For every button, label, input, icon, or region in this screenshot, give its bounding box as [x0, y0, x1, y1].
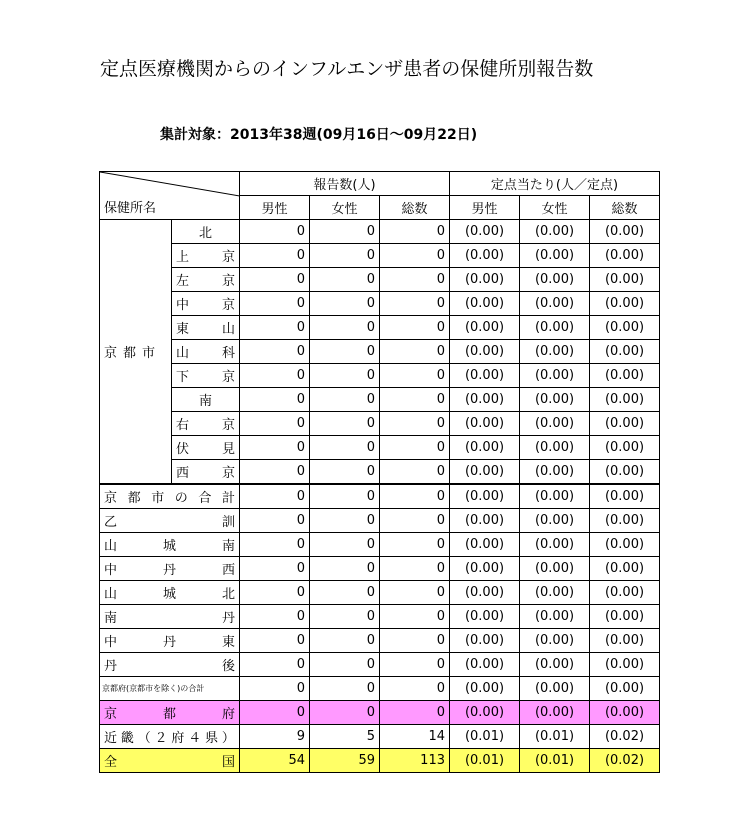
cell-r_total: (0.00)	[590, 509, 660, 533]
cell-r_female: (0.00)	[520, 268, 590, 292]
cell-male: 0	[240, 388, 310, 412]
label-char: 都	[127, 491, 141, 506]
table-row	[100, 292, 660, 316]
cell-r_female: (0.00)	[520, 484, 590, 509]
cell-r_male: (0.01)	[450, 749, 520, 773]
label-char: 山	[176, 346, 190, 361]
justified-text	[176, 438, 235, 457]
cell-r_male: (0.00)	[450, 701, 520, 725]
cell-r_total: (0.00)	[590, 653, 660, 677]
cell-female: 0	[310, 460, 380, 485]
cell-female: 0	[310, 605, 380, 629]
cell-male: 0	[240, 220, 310, 244]
cell-female: 0	[310, 701, 380, 725]
cell-r_male: (0.00)	[450, 268, 520, 292]
cell-r_total: (0.02)	[590, 749, 660, 773]
cell-r_total: (0.00)	[590, 292, 660, 316]
cell-total: 0	[380, 436, 450, 460]
label-char: の	[174, 491, 188, 506]
cell-r_total: (0.00)	[590, 581, 660, 605]
table-row	[100, 509, 660, 533]
cell-female: 0	[310, 509, 380, 533]
cell-r_female: (0.00)	[520, 244, 590, 268]
table-row	[100, 725, 660, 749]
justified-text	[176, 318, 235, 337]
justified-text	[104, 655, 235, 674]
label-char: 丹	[104, 659, 118, 674]
cell-r_female: (0.00)	[520, 677, 590, 701]
justified-text	[104, 511, 235, 530]
kyoto-city-label: 京都市	[100, 220, 172, 485]
label-char: 南	[104, 611, 118, 626]
ward-name	[172, 292, 240, 316]
label-char: 下	[176, 370, 190, 385]
cell-female: 0	[310, 388, 380, 412]
cell-male: 0	[240, 557, 310, 581]
justified-text	[176, 342, 235, 361]
cell-total: 113	[380, 749, 450, 773]
label-char: 科	[221, 346, 235, 361]
cell-total: 0	[380, 701, 450, 725]
ward-name	[172, 412, 240, 436]
cell-female: 0	[310, 244, 380, 268]
row-name	[100, 581, 240, 605]
cell-male: 54	[240, 749, 310, 773]
label-char: 中	[176, 298, 190, 313]
cell-r_male: (0.00)	[450, 364, 520, 388]
cell-r_male: (0.00)	[450, 388, 520, 412]
justified-text	[104, 727, 235, 746]
page-title: 定点医療機関からのインフルエンザ患者の保健所別報告数	[100, 58, 594, 80]
label-char: 北	[221, 587, 235, 602]
label-char: 城	[162, 587, 176, 602]
cell-r_total: (0.00)	[590, 340, 660, 364]
label-char: 乙	[104, 515, 118, 530]
cell-total: 0	[380, 292, 450, 316]
cell-r_male: (0.00)	[450, 629, 520, 653]
cell-female: 0	[310, 220, 380, 244]
table-row	[100, 244, 660, 268]
per-site-group-header: 定点当たり(人／定点)	[450, 172, 660, 196]
row-name: 京都府(京都市を除く)の合計	[100, 677, 240, 701]
row-name	[100, 557, 240, 581]
cell-r_male: (0.00)	[450, 316, 520, 340]
cell-r_female: (0.00)	[520, 220, 590, 244]
justified-text	[176, 246, 235, 265]
cell-total: 0	[380, 629, 450, 653]
table-row	[100, 412, 660, 436]
label-char: 山	[104, 587, 118, 602]
cell-r_female: (0.00)	[520, 412, 590, 436]
cell-r_male: (0.00)	[450, 653, 520, 677]
cell-r_total: (0.00)	[590, 484, 660, 509]
cell-r_total: (0.00)	[590, 629, 660, 653]
col-rate-male: 男性	[450, 196, 520, 220]
label-char: 丹	[221, 611, 235, 626]
ward-name	[172, 460, 240, 485]
cell-male: 0	[240, 460, 310, 485]
cell-male: 0	[240, 484, 310, 509]
label-char: 山	[104, 539, 118, 554]
cell-r_male: (0.00)	[450, 484, 520, 509]
justified-text	[176, 462, 235, 481]
table-row	[100, 436, 660, 460]
cell-total: 0	[380, 388, 450, 412]
cell-r_female: (0.00)	[520, 292, 590, 316]
cell-female: 0	[310, 292, 380, 316]
cell-male: 0	[240, 412, 310, 436]
label-char: 丹	[162, 635, 176, 650]
row-name	[100, 533, 240, 557]
cell-male: 0	[240, 605, 310, 629]
label-char: 京	[104, 491, 118, 506]
cell-r_male: (0.00)	[450, 581, 520, 605]
justified-text	[104, 535, 235, 554]
cell-r_total: (0.00)	[590, 316, 660, 340]
cell-female: 0	[310, 677, 380, 701]
cell-r_male: (0.00)	[450, 220, 520, 244]
cell-female: 0	[310, 316, 380, 340]
label-char: 京	[221, 370, 235, 385]
justified-text	[104, 559, 235, 578]
label-char: 京	[221, 250, 235, 265]
cell-male: 0	[240, 533, 310, 557]
label-char: 西	[176, 466, 190, 481]
row-name	[100, 725, 240, 749]
table-row	[100, 388, 660, 412]
label-char: 東	[176, 322, 190, 337]
cell-female: 0	[310, 653, 380, 677]
cell-male: 0	[240, 268, 310, 292]
label-char: 中	[104, 563, 118, 578]
cell-r_total: (0.00)	[590, 557, 660, 581]
cell-r_female: (0.00)	[520, 605, 590, 629]
table-row	[100, 484, 660, 509]
cell-female: 59	[310, 749, 380, 773]
cell-total: 0	[380, 653, 450, 677]
cell-r_male: (0.00)	[450, 292, 520, 316]
cell-female: 0	[310, 533, 380, 557]
table-row	[100, 533, 660, 557]
cell-male: 9	[240, 725, 310, 749]
label-char: 城	[162, 539, 176, 554]
ward-name: 北	[172, 220, 240, 244]
cell-r_female: (0.00)	[520, 533, 590, 557]
justified-text	[176, 270, 235, 289]
cell-female: 0	[310, 581, 380, 605]
label-char: 京	[221, 298, 235, 313]
table-row	[100, 653, 660, 677]
label-char: 京	[221, 274, 235, 289]
cell-total: 0	[380, 533, 450, 557]
justified-text	[104, 703, 235, 722]
cell-male: 0	[240, 629, 310, 653]
label-char: （	[137, 731, 151, 746]
ward-name	[172, 316, 240, 340]
ward-name	[172, 364, 240, 388]
col-total: 総数	[380, 196, 450, 220]
cell-r_male: (0.00)	[450, 557, 520, 581]
cell-total: 0	[380, 484, 450, 509]
cell-r_female: (0.01)	[520, 725, 590, 749]
cell-r_total: (0.00)	[590, 605, 660, 629]
table-row	[100, 460, 660, 485]
cell-male: 0	[240, 436, 310, 460]
justified-text	[176, 294, 235, 313]
table-row	[100, 605, 660, 629]
cell-total: 0	[380, 340, 450, 364]
cell-total: 14	[380, 725, 450, 749]
table-row	[100, 629, 660, 653]
cell-male: 0	[240, 677, 310, 701]
cell-r_female: (0.00)	[520, 436, 590, 460]
label-char: 丹	[162, 563, 176, 578]
cell-total: 0	[380, 677, 450, 701]
cell-r_female: (0.01)	[520, 749, 590, 773]
justified-text	[176, 414, 235, 433]
row-name	[100, 629, 240, 653]
label-char: 市	[151, 491, 165, 506]
reports-group-header: 報告数(人)	[240, 172, 450, 196]
label-char: 左	[176, 274, 190, 289]
cell-r_female: (0.00)	[520, 316, 590, 340]
cell-r_total: (0.00)	[590, 220, 660, 244]
cell-total: 0	[380, 316, 450, 340]
cell-r_female: (0.00)	[520, 557, 590, 581]
row-name	[100, 605, 240, 629]
cell-r_total: (0.00)	[590, 268, 660, 292]
label-char: 都	[162, 707, 176, 722]
justified-text	[104, 583, 235, 602]
cell-male: 0	[240, 701, 310, 725]
ward-name: 南	[172, 388, 240, 412]
cell-r_male: (0.00)	[450, 244, 520, 268]
cell-male: 0	[240, 509, 310, 533]
justified-text	[176, 366, 235, 385]
table-row	[100, 749, 660, 773]
justified-text	[104, 607, 235, 626]
cell-female: 5	[310, 725, 380, 749]
cell-r_female: (0.00)	[520, 388, 590, 412]
cell-r_total: (0.00)	[590, 677, 660, 701]
cell-r_total: (0.00)	[590, 412, 660, 436]
cell-total: 0	[380, 557, 450, 581]
label-char: 国	[221, 755, 235, 770]
label-char: 畿	[120, 731, 134, 746]
table-row	[100, 581, 660, 605]
label-char: 計	[221, 491, 235, 506]
cell-r_female: (0.00)	[520, 653, 590, 677]
cell-female: 0	[310, 436, 380, 460]
cell-r_female: (0.00)	[520, 629, 590, 653]
label-char: 県	[205, 731, 219, 746]
cell-r_total: (0.00)	[590, 436, 660, 460]
ward-name	[172, 340, 240, 364]
cell-r_total: (0.00)	[590, 388, 660, 412]
table-row	[100, 220, 660, 244]
label-char: 南	[221, 539, 235, 554]
cell-female: 0	[310, 629, 380, 653]
cell-r_total: (0.00)	[590, 701, 660, 725]
cell-total: 0	[380, 268, 450, 292]
label-char: 訓	[221, 515, 235, 530]
label-char: 後	[221, 659, 235, 674]
cell-r_male: (0.00)	[450, 605, 520, 629]
cell-r_total: (0.00)	[590, 244, 660, 268]
cell-total: 0	[380, 220, 450, 244]
label-char: 山	[221, 322, 235, 337]
cell-r_female: (0.00)	[520, 340, 590, 364]
cell-total: 0	[380, 581, 450, 605]
col-rate-female: 女性	[520, 196, 590, 220]
cell-r_total: (0.00)	[590, 460, 660, 485]
cell-r_total: (0.00)	[590, 364, 660, 388]
label-char: 右	[176, 418, 190, 433]
cell-r_female: (0.00)	[520, 581, 590, 605]
table-row	[100, 340, 660, 364]
cell-r_male: (0.00)	[450, 412, 520, 436]
cell-male: 0	[240, 292, 310, 316]
justified-text	[104, 631, 235, 650]
report-table	[99, 171, 660, 773]
row-name	[100, 749, 240, 773]
cell-total: 0	[380, 605, 450, 629]
justified-text	[104, 487, 235, 506]
table-row	[100, 701, 660, 725]
cell-female: 0	[310, 364, 380, 388]
cell-total: 0	[380, 509, 450, 533]
row-name	[100, 653, 240, 677]
label-char: 京	[221, 418, 235, 433]
col-rate-total: 総数	[590, 196, 660, 220]
cell-r_male: (0.00)	[450, 677, 520, 701]
cell-male: 0	[240, 364, 310, 388]
label-char: 京	[104, 707, 118, 722]
col-female: 女性	[310, 196, 380, 220]
cell-male: 0	[240, 653, 310, 677]
label-char: 中	[104, 635, 118, 650]
table-row	[100, 677, 660, 701]
cell-r_male: (0.00)	[450, 509, 520, 533]
cell-r_male: (0.01)	[450, 725, 520, 749]
label-char: 近	[104, 731, 118, 746]
row-name	[100, 484, 240, 509]
label-char: ２	[154, 731, 168, 746]
row-name	[100, 701, 240, 725]
cell-male: 0	[240, 316, 310, 340]
label-char: 伏	[176, 442, 190, 457]
ward-name	[172, 268, 240, 292]
cell-r_male: (0.00)	[450, 436, 520, 460]
cell-female: 0	[310, 412, 380, 436]
ward-name	[172, 436, 240, 460]
cell-total: 0	[380, 460, 450, 485]
cell-male: 0	[240, 581, 310, 605]
cell-r_female: (0.00)	[520, 364, 590, 388]
cell-female: 0	[310, 268, 380, 292]
label-char: 全	[104, 755, 118, 770]
table-row	[100, 364, 660, 388]
cell-total: 0	[380, 244, 450, 268]
cell-r_total: (0.02)	[590, 725, 660, 749]
cell-male: 0	[240, 340, 310, 364]
cell-r_female: (0.00)	[520, 701, 590, 725]
label-char: ４	[188, 731, 202, 746]
label-char: 合	[198, 491, 212, 506]
cell-female: 0	[310, 484, 380, 509]
cell-female: 0	[310, 557, 380, 581]
cell-r_female: (0.00)	[520, 509, 590, 533]
corner-label: 保健所名	[104, 201, 157, 216]
table-row	[100, 268, 660, 292]
cell-total: 0	[380, 364, 450, 388]
cell-r_male: (0.00)	[450, 460, 520, 485]
label-char: 見	[221, 442, 235, 457]
label-char: 西	[221, 563, 235, 578]
cell-male: 0	[240, 244, 310, 268]
label-char: ）	[221, 731, 235, 746]
cell-r_male: (0.00)	[450, 533, 520, 557]
justified-text	[104, 751, 235, 770]
cell-female: 0	[310, 340, 380, 364]
label-char: 府	[221, 707, 235, 722]
label-char: 東	[221, 635, 235, 650]
label-char: 京	[221, 466, 235, 481]
cell-total: 0	[380, 412, 450, 436]
label-char: 府	[171, 731, 185, 746]
col-male: 男性	[240, 196, 310, 220]
table-row	[100, 557, 660, 581]
cell-r_female: (0.00)	[520, 460, 590, 485]
label-char: 上	[176, 250, 190, 265]
table-row	[100, 316, 660, 340]
cell-r_male: (0.00)	[450, 340, 520, 364]
row-name	[100, 509, 240, 533]
ward-name	[172, 244, 240, 268]
cell-r_total: (0.00)	[590, 533, 660, 557]
period-label: 集計対象：2013年38週(09月16日～09月22日)	[160, 127, 478, 143]
corner-header	[100, 172, 240, 220]
